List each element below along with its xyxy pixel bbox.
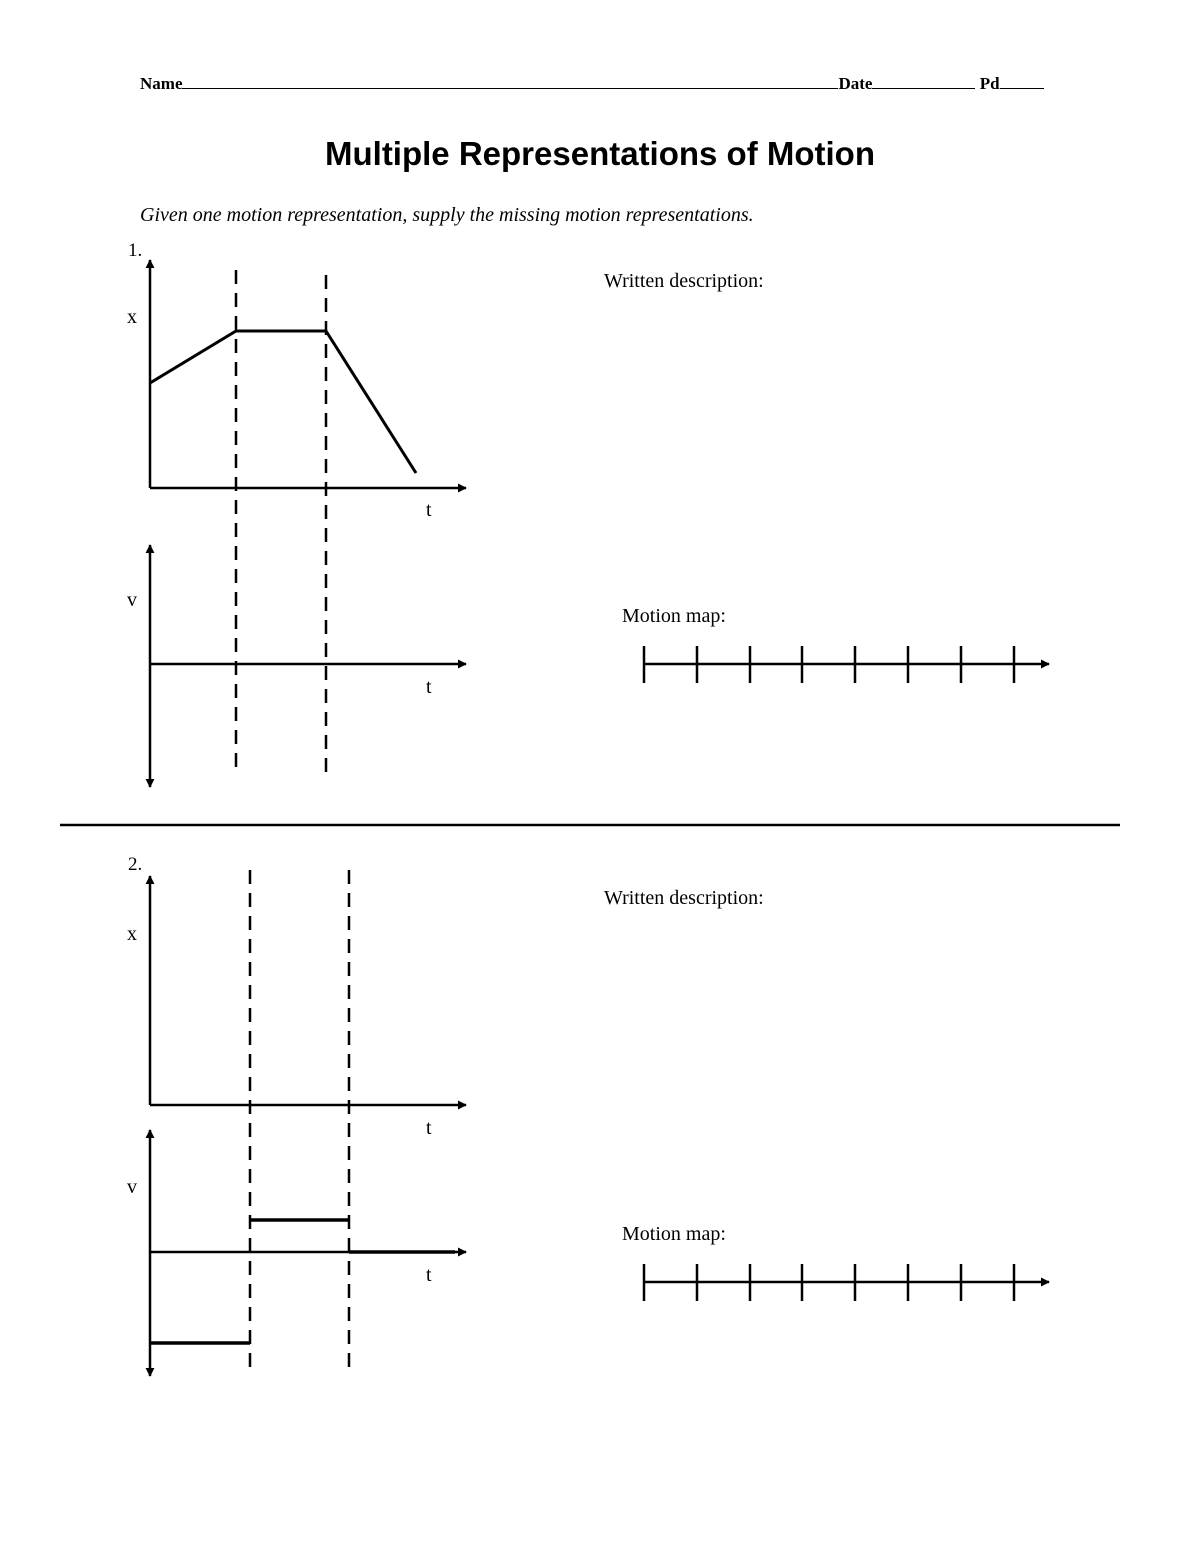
problem-1-motion-map-label: Motion map: [622,605,726,627]
problem-1-written-description-label: Written description: [604,270,764,292]
problem-1-velocity-graph [150,545,466,787]
page-title: Multiple Representations of Motion [325,135,875,172]
problem-2-number: 2. [128,854,143,875]
problem-2-written-description-label: Written description: [604,887,764,909]
problem-1-x-axis-label: x [127,306,137,328]
name-label: Name [140,74,183,93]
problem-2-motion-map-label: Motion map: [622,1223,726,1245]
problem-2-t-axis-label-bottom: t [426,1264,432,1286]
problem-1-v-axis-label: v [127,589,137,611]
problem-2-t-axis-label-top: t [426,1117,432,1139]
period-label: Pd [979,74,1000,93]
problem-2-v-axis-label: v [127,1176,137,1198]
problem-2-motion-map [644,1264,1049,1301]
instructions: Given one motion representation, supply the missing motion representations. [140,204,754,226]
problem-2-position-graph [150,876,466,1105]
problem-1-position-curve [150,331,416,473]
date-label: Date [838,74,873,93]
problem-1-motion-map [644,646,1049,683]
problem-1-position-graph [150,260,466,488]
problem-1-t-axis-label-top: t [426,499,432,521]
problem-1-number: 1. [128,240,143,261]
problem-1-t-axis-label-bottom: t [426,676,432,698]
problem-2-velocity-graph [150,1130,466,1376]
problem-2-x-axis-label: x [127,923,137,945]
